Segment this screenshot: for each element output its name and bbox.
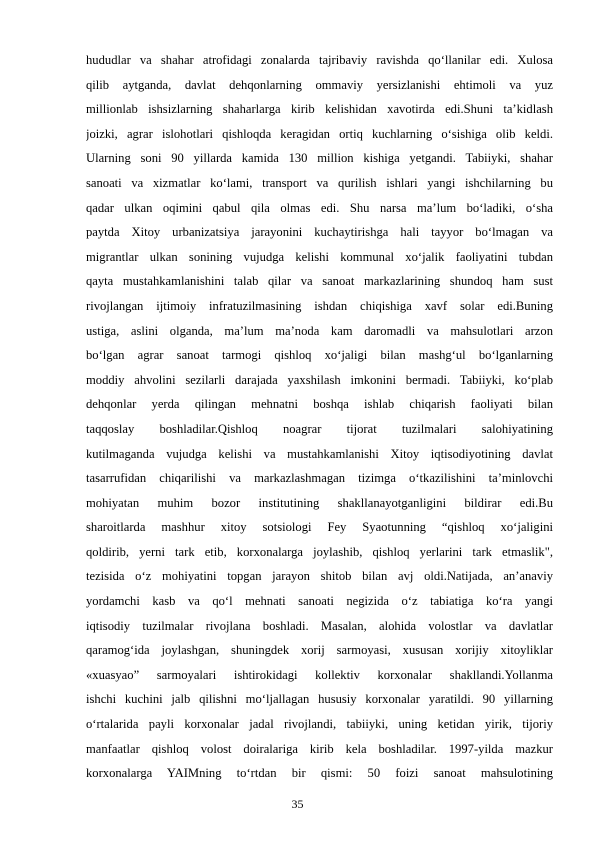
text-line: iqtisodiy tuzilmalar rivojlana boshladi. Masalan, alohida volostlar va davlatlar: [86, 618, 553, 633]
text-line: tezisida o‘z mohiyatini topgan jarayon shitob bilan avj oldi.Natijada, an’anaviy: [86, 569, 553, 584]
text-line: sharoitlarda mashhur xitoy sotsiologi Fey Syaotunning “qishloq xo‘jaligini: [86, 520, 553, 535]
text-line: rivojlangan ijtimoiy infratuzilmasining ishdan chiqishiga xavf solar edi.Buning: [86, 298, 553, 313]
text-line: yordamchi kasb va qo‘l mehnati sanoati negizida o‘z tabiatiga ko‘ra yangi: [86, 594, 553, 609]
text-line: migrantlar ulkan sonining vujudga kelishi kommunal xo‘jalik faoliyatini tubdan: [86, 249, 553, 264]
text-line: qayta mustahkamlanishini talab qilar va sanoat markazlarining shundoq ham sust: [86, 274, 553, 289]
body-text: [86, 48, 553, 786]
text-line: dehqonlar yerda qilingan mehnatni boshqa ishlab chiqarish faoliyati bilan: [86, 397, 553, 412]
text-line: joizki, agrar islohotlari qishloqda keragidan ortiq kuchlarning o‘sishiga olib keldi.: [86, 126, 553, 141]
text-line: sanoati va xizmatlar ko‘lami, transport va qurilish ishlari yangi ishchilarning bu: [86, 175, 553, 190]
text-line: ishchi kuchini jalb qilishni mo‘ljallagan hususiy korxonalar yaratildi. 90 yillarning: [86, 692, 553, 707]
text-line: qilib aytganda, davlat dehqonlarning ommaviy yersizlanishi ehtimoli va yuz: [86, 77, 553, 92]
text-line: qaramog‘ida joylashgan, shuningdek xorij sarmoyasi, xususan xorijiy xitoyliklar: [86, 643, 553, 658]
text-line: tasarrufidan chiqarilishi va markazlashmagan tizimga o‘tkazilishini ta’minlovchi: [86, 471, 553, 486]
text-line: moddiy ahvolini sezilarli darajada yaxshilash imkonini bermadi. Tabiiyki, ko‘plab: [86, 372, 553, 387]
text-line: korxonalarga YAIMning to‘rtdan bir qismi: 50 foizi sanoat mahsulotining: [86, 766, 553, 781]
page-number: 35: [291, 797, 304, 811]
text-line: Ularning soni 90 yillarda kamida 130 million kishiga yetgandi. Tabiiyki, shahar: [86, 151, 553, 166]
text-line: qadar ulkan oqimini qabul qila olmas edi. Shu narsa ma’lum bo‘ladiki, o‘sha: [86, 200, 553, 215]
text-line: qoldirib, yerni tark etib, korxonalarga joylashib, qishloq yerlarini tark etmaslik",: [86, 544, 553, 559]
text-line: manfaatlar qishloq volost doiralariga kirib kela boshladilar. 1997-yilda mazkur: [86, 741, 553, 756]
text-line: kutilmaganda vujudga kelishi va mustahkamlanishi Xitoy iqtisodiyotining davlat: [86, 446, 553, 461]
text-line: o‘rtalarida payli korxonalar jadal rivojlandi, tabiiyki, uning ketidan yirik, tijoriy: [86, 717, 553, 732]
text-line: paytda Xitoy urbanizatsiya jarayonini kuchaytirishga hali tayyor bo‘lmagan va: [86, 225, 553, 240]
text-line: «xuasyao” sarmoyalari ishtirokidagi kollektiv korxonalar shakllandi.Yollanma: [86, 667, 553, 682]
text-line: millionlab ishsizlarning shaharlarga kirib kelishidan xavotirda edi.Shuni ta’kidlash: [86, 102, 553, 117]
text-line: bo‘lgan agrar sanoat tarmogi qishloq xo‘jaligi bilan mashg‘ul bo‘lganlarning: [86, 348, 553, 363]
text-line: hududlar va shahar atrofidagi zonalarda tajribaviy ravishda qo‘llanilar edi. Xulosa: [86, 53, 553, 67]
text-line: mohiyatan muhim bozor institutining shakllanayotganligini bildirar edi.Bu: [86, 495, 553, 510]
text-line: ustiga, aslini olganda, ma’lum ma’noda kam daromadli va mahsulotlari arzon: [86, 323, 553, 338]
text-line: taqqoslay boshladilar.Qishloq noagrar tijorat tuzilmalari salohiyatining: [86, 421, 553, 436]
